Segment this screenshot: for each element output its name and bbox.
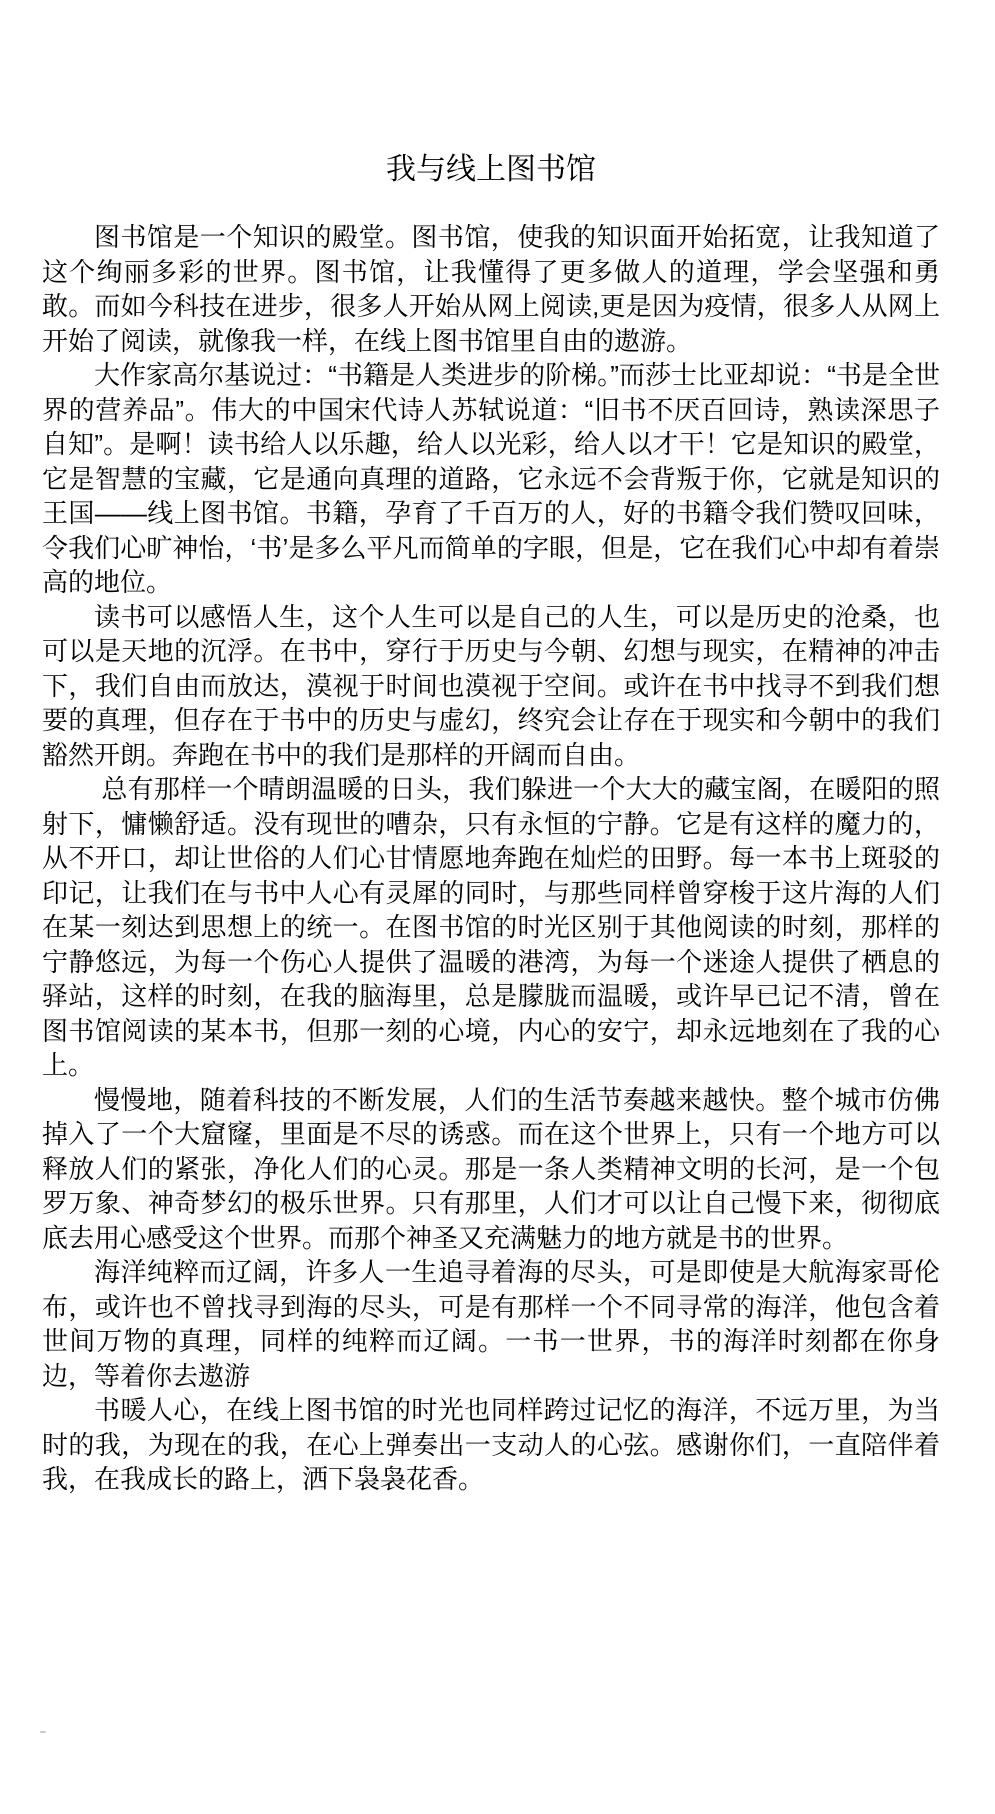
essay-paragraph: 书暖人心，在线上图书馆的时光也同样跨过记忆的海洋，不远万里，为当时的我，为现在的我，在心上弹奏出一支动人的心弦。感谢你们，一直陪伴着我，在我成长的路上，洒下袅袅花香。 <box>42 1395 940 1494</box>
essay-paragraph: 慢慢地，随着科技的不断发展，人们的生活节奏越来越快。整个城市仿佛掉入了一个大窟窿，里面是不尽的诱惑。而在这个世界上，只有一个地方可以释放人们的紧张，净化人们的心灵。那是一条人类精神文明的长河，是一个包罗万象、神奇梦幻的极乐世界。只有那里，人们才可以让自己慢下来，彻彻底底去用心感受这个世界。而那个神圣又充满魅力的地方就是书的世界。 <box>42 1084 940 1253</box>
essay-paragraph: 大作家高尔基说过：“书籍是人类进步的阶梯。”而莎士比亚却说：“书是全世界的营养品”。伟大的中国宋代诗人苏轼说道：“旧书不厌百回诗，熟读深思子自知”。是啊！读书给人以乐趣，给人以光彩，给人以才干！它是知识的殿堂，它是智慧的宝藏，它是通向真理的道路，它永远不会背叛于你，它就是知识的王国——线上图书馆。书籍，孕育了千百万的人，好的书籍令我们赞叹回味，令我们心旷神怡，‘书’是多么平凡而简单的字眼，但是，它在我们心中却有着崇高的地位。 <box>42 360 940 597</box>
essay-paragraph: 读书可以感悟人生，这个人生可以是自己的人生，可以是历史的沧桑，也可以是天地的沉浮。在书中，穿行于历史与今朝、幻想与现实，在精神的冲击下，我们自由而放达，漠视于时间也漠视于空间。或许在书中找寻不到我们想要的真理，但存在于书中的历史与虚幻，终究会让存在于现实和今朝中的我们豁然开朗。奔跑在书中的我们是那样的开阔而自由。 <box>42 601 940 770</box>
essay-title: 我与线上图书馆 <box>386 153 596 186</box>
stray-mark <box>40 1731 46 1733</box>
essay-paragraph: 总有那样一个晴朗温暖的日头，我们躲进一个大大的藏宝阁，在暖阳的照射下，慵懒舒适。没有现世的嘈杂，只有永恒的宁静。它是有这样的魔力的，从不开口，却让世俗的人们心甘情愿地奔跑在灿烂的田野。每一本书上斑驳的印记，让我们在与书中人心有灵犀的同时，与那些同样曾穿梭于这片海的人们在某一刻达到思想上的统一。在图书馆的时光区别于其他阅读的时刻，那样的宁静悠远，为每一个伤心人提供了温暖的港湾，为每一个迷途人提供了栖息的驿站，这样的时刻，在我的脑海里，总是朦胧而温暖，或许早已记不清，曾在图书馆阅读的某本书，但那一刻的心境，内心的安宁，却永远地刻在了我的心上。 <box>42 774 940 1080</box>
essay-body <box>42 220 940 1497</box>
essay-paragraph: 图书馆是一个知识的殿堂。图书馆，使我的知识面开始拓宽，让我知道了这个绚丽多彩的世界。图书馆，让我懂得了更多做人的道理，学会坚强和勇敢。而如今科技在进步，很多人开始从网上阅读,更是因为疫情，很多人从网上开始了阅读，就像我一样，在线上图书馆里自由的遨游。 <box>42 222 940 356</box>
essay-paragraph: 海洋纯粹而辽阔，许多人一生追寻着海的尽头，可是即使是大航海家哥伦布，或许也不曾找寻到海的尽头，可是有那样一个不同寻常的海洋，他包含着世间万物的真理，同样的纯粹而辽阔。一书一世界，书的海洋时刻都在你身边，等着你去遨游 <box>42 1257 940 1391</box>
